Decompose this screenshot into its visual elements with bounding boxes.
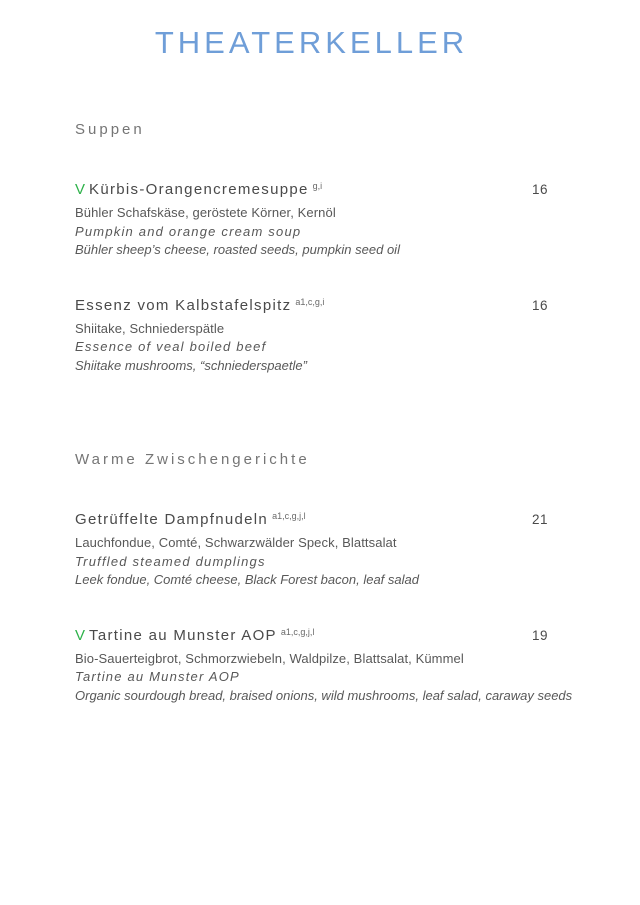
vegetarian-marker: V xyxy=(75,181,86,198)
section-heading: Warme Zwischengerichte xyxy=(75,451,310,468)
item-header xyxy=(75,298,548,314)
section-warme-zwischengerichte xyxy=(75,451,573,705)
item-name: Essenz vom Kalbstafelspitz xyxy=(75,296,292,314)
item-description-en: Leek fondue, Comté cheese, Black Forest bacon, leaf salad xyxy=(75,572,419,587)
item-name: Tartine au Munster AOP xyxy=(89,626,277,644)
item-description-de: Lauchfondue, Comté, Schwarzwälder Speck, Blattsalat xyxy=(75,535,397,550)
menu-title: THEATERKELLER xyxy=(154,25,469,60)
item-name-en: Truffled steamed dumplings xyxy=(75,553,266,569)
item-title xyxy=(75,298,324,314)
item-description-de: Bühler Schafskäse, geröstete Körner, Kernöl xyxy=(75,205,336,220)
item-title xyxy=(75,628,314,644)
item-price: 16 xyxy=(531,297,548,313)
item-name: Kürbis-Orangencremesuppe xyxy=(89,181,309,198)
item-title xyxy=(75,182,322,198)
allergen-superscript: a1,c,g,j,l xyxy=(272,511,306,521)
item-title xyxy=(75,512,306,528)
allergen-superscript: g,i xyxy=(312,181,323,191)
item-description-en: Bühler sheep’s cheese, roasted seeds, pumpkin seed oil xyxy=(75,242,400,257)
item-header xyxy=(75,512,548,528)
menu-item xyxy=(75,626,573,706)
item-description-de: Shiitake, Schniederspätle xyxy=(75,320,225,336)
item-header xyxy=(75,628,548,644)
item-name-en: Essence of veal boiled beef xyxy=(75,339,267,354)
menu-item xyxy=(75,182,548,260)
item-name-en: Pumpkin and orange cream soup xyxy=(75,223,302,239)
section-heading: Suppen xyxy=(75,121,145,138)
item-price: 21 xyxy=(531,512,548,527)
allergen-superscript: a1,c,g,i xyxy=(295,296,325,307)
allergen-superscript: a1,c,g,j,l xyxy=(280,626,315,637)
item-description-en: Shiitake mushrooms, “schniederspaetle” xyxy=(75,357,307,373)
item-price: 19 xyxy=(531,627,548,643)
section-suppen xyxy=(75,122,548,375)
menu-item xyxy=(75,512,548,590)
item-description-de: Bio-Sauerteigbrot, Schmorzwiebeln, Waldpilze, Blattsalat, Kümmel xyxy=(75,650,464,666)
item-price: 16 xyxy=(531,182,548,197)
item-name: Getrüffelte Dampfnudeln xyxy=(75,511,269,528)
item-header xyxy=(75,182,548,198)
vegetarian-marker: V xyxy=(75,626,86,644)
item-name-en: Tartine au Munster AOP xyxy=(75,669,240,684)
item-description-en: Organic sourdough bread, braised onions, wild mushrooms, leaf salad, caraway seeds xyxy=(75,687,573,703)
menu-item xyxy=(75,298,548,376)
